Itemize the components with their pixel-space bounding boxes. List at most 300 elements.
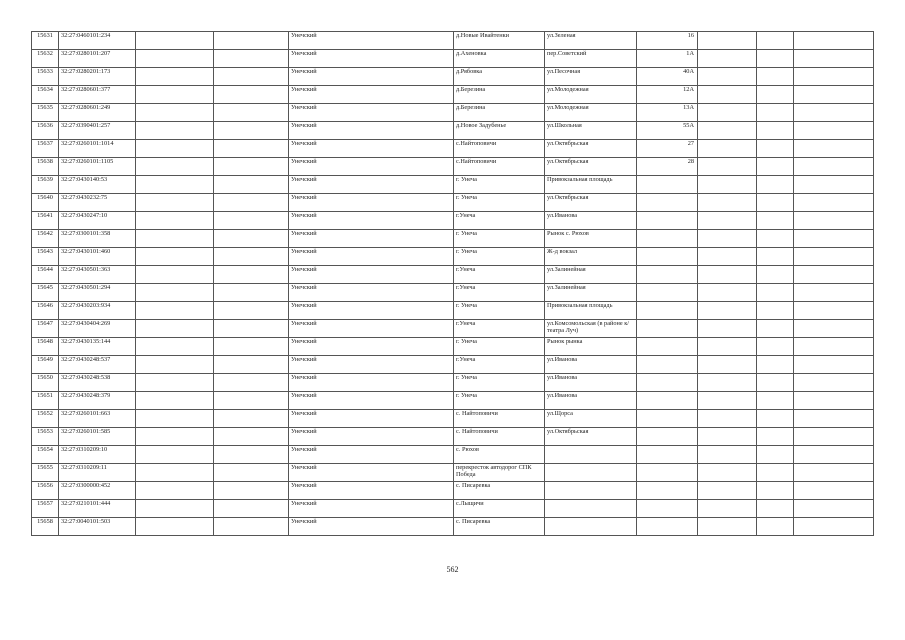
empty-cell bbox=[794, 140, 874, 158]
empty-cell bbox=[136, 374, 214, 392]
district-cell: Унечский bbox=[289, 410, 454, 428]
row-number-cell: 15658 bbox=[32, 518, 59, 536]
cadastral-number-cell: 32:27:0300000:452 bbox=[59, 482, 136, 500]
empty-cell bbox=[757, 140, 794, 158]
empty-cell bbox=[214, 68, 289, 86]
empty-cell bbox=[794, 122, 874, 140]
table-row bbox=[32, 248, 874, 266]
house-number-cell: 13А bbox=[637, 104, 698, 122]
empty-cell bbox=[757, 248, 794, 266]
house-number-cell bbox=[637, 464, 698, 482]
page-number: 562 bbox=[446, 565, 459, 574]
empty-cell bbox=[794, 86, 874, 104]
empty-cell bbox=[136, 338, 214, 356]
empty-cell bbox=[757, 320, 794, 338]
empty-cell bbox=[794, 446, 874, 464]
empty-cell bbox=[794, 248, 874, 266]
empty-cell bbox=[757, 302, 794, 320]
settlement-cell: г. Унеча bbox=[454, 230, 545, 248]
cadastral-number-cell: 32:27:0430101:460 bbox=[59, 248, 136, 266]
empty-cell bbox=[698, 68, 757, 86]
district-cell: Унечский bbox=[289, 428, 454, 446]
house-number-cell bbox=[637, 338, 698, 356]
district-cell: Унечский bbox=[289, 302, 454, 320]
empty-cell bbox=[794, 194, 874, 212]
empty-cell bbox=[794, 158, 874, 176]
house-number-cell bbox=[637, 230, 698, 248]
street-cell: ул.Иванова bbox=[545, 212, 637, 230]
house-number-cell bbox=[637, 500, 698, 518]
district-cell: Унечский bbox=[289, 230, 454, 248]
settlement-cell: г. Унеча bbox=[454, 176, 545, 194]
empty-cell bbox=[214, 482, 289, 500]
cadastral-number-cell: 32:27:0260101:663 bbox=[59, 410, 136, 428]
empty-cell bbox=[136, 248, 214, 266]
cadastral-number-cell: 32:27:0280601:377 bbox=[59, 86, 136, 104]
empty-cell bbox=[698, 356, 757, 374]
cadastral-number-cell: 32:27:0310209:10 bbox=[59, 446, 136, 464]
empty-cell bbox=[794, 428, 874, 446]
empty-cell bbox=[794, 212, 874, 230]
empty-cell bbox=[757, 212, 794, 230]
empty-cell bbox=[214, 320, 289, 338]
street-cell: ул.Молодежная bbox=[545, 104, 637, 122]
district-cell: Унечский bbox=[289, 500, 454, 518]
table-row bbox=[32, 68, 874, 86]
empty-cell bbox=[136, 212, 214, 230]
house-number-cell bbox=[637, 356, 698, 374]
cadastral-number-cell: 32:27:0390401:257 bbox=[59, 122, 136, 140]
house-number-cell bbox=[637, 518, 698, 536]
empty-cell bbox=[794, 392, 874, 410]
empty-cell bbox=[794, 284, 874, 302]
empty-cell bbox=[214, 104, 289, 122]
empty-cell bbox=[136, 86, 214, 104]
empty-cell bbox=[757, 158, 794, 176]
empty-cell bbox=[136, 140, 214, 158]
settlement-cell: г.Унеча bbox=[454, 212, 545, 230]
empty-cell bbox=[757, 176, 794, 194]
empty-cell bbox=[214, 356, 289, 374]
table-row bbox=[32, 212, 874, 230]
empty-cell bbox=[698, 428, 757, 446]
empty-cell bbox=[757, 392, 794, 410]
district-cell: Унечский bbox=[289, 140, 454, 158]
cadastral-number-cell: 32:27:0280201:173 bbox=[59, 68, 136, 86]
empty-cell bbox=[698, 446, 757, 464]
cadastral-number-cell: 32:27:0430135:144 bbox=[59, 338, 136, 356]
empty-cell bbox=[757, 194, 794, 212]
empty-cell bbox=[136, 68, 214, 86]
district-cell: Унечский bbox=[289, 50, 454, 68]
table-row bbox=[32, 32, 874, 50]
settlement-cell: г. Унеча bbox=[454, 374, 545, 392]
empty-cell bbox=[136, 158, 214, 176]
settlement-cell: с. Писаревка bbox=[454, 518, 545, 536]
table-row bbox=[32, 500, 874, 518]
row-number-cell: 15633 bbox=[32, 68, 59, 86]
empty-cell bbox=[698, 104, 757, 122]
empty-cell bbox=[214, 518, 289, 536]
street-cell: пер.Советский bbox=[545, 50, 637, 68]
empty-cell bbox=[136, 446, 214, 464]
empty-cell bbox=[698, 410, 757, 428]
empty-cell bbox=[757, 338, 794, 356]
row-number-cell: 15643 bbox=[32, 248, 59, 266]
empty-cell bbox=[698, 230, 757, 248]
house-number-cell bbox=[637, 266, 698, 284]
empty-cell bbox=[214, 302, 289, 320]
empty-cell bbox=[794, 320, 874, 338]
empty-cell bbox=[136, 284, 214, 302]
empty-cell bbox=[214, 392, 289, 410]
row-number-cell: 15645 bbox=[32, 284, 59, 302]
empty-cell bbox=[757, 446, 794, 464]
row-number-cell: 15644 bbox=[32, 266, 59, 284]
street-cell: ул.Октябрьская bbox=[545, 140, 637, 158]
row-number-cell: 15638 bbox=[32, 158, 59, 176]
empty-cell bbox=[794, 230, 874, 248]
cadastral-number-cell: 32:27:0460101:234 bbox=[59, 32, 136, 50]
district-cell: Унечский bbox=[289, 482, 454, 500]
empty-cell bbox=[794, 302, 874, 320]
street-cell bbox=[545, 518, 637, 536]
row-number-cell: 15631 bbox=[32, 32, 59, 50]
street-cell bbox=[545, 500, 637, 518]
street-cell bbox=[545, 446, 637, 464]
empty-cell bbox=[698, 122, 757, 140]
table-row bbox=[32, 410, 874, 428]
district-cell: Унечский bbox=[289, 464, 454, 482]
empty-cell bbox=[214, 338, 289, 356]
empty-cell bbox=[214, 86, 289, 104]
empty-cell bbox=[698, 50, 757, 68]
house-number-cell bbox=[637, 392, 698, 410]
table-row bbox=[32, 446, 874, 464]
empty-cell bbox=[794, 32, 874, 50]
empty-cell bbox=[698, 248, 757, 266]
empty-cell bbox=[698, 464, 757, 482]
empty-cell bbox=[698, 158, 757, 176]
street-cell: Рынок рынка bbox=[545, 338, 637, 356]
empty-cell bbox=[698, 266, 757, 284]
empty-cell bbox=[136, 194, 214, 212]
district-cell: Унечский bbox=[289, 176, 454, 194]
table-row bbox=[32, 356, 874, 374]
empty-cell bbox=[214, 158, 289, 176]
street-cell: ул.Зеленая bbox=[545, 32, 637, 50]
cadastral-number-cell: 32:27:0210101:444 bbox=[59, 500, 136, 518]
empty-cell bbox=[136, 500, 214, 518]
district-cell: Унечский bbox=[289, 284, 454, 302]
empty-cell bbox=[794, 374, 874, 392]
empty-cell bbox=[698, 32, 757, 50]
empty-cell bbox=[136, 266, 214, 284]
district-cell: Унечский bbox=[289, 158, 454, 176]
table-row bbox=[32, 194, 874, 212]
empty-cell bbox=[794, 50, 874, 68]
table-row bbox=[32, 176, 874, 194]
settlement-cell: д.Березина bbox=[454, 86, 545, 104]
empty-cell bbox=[214, 428, 289, 446]
house-number-cell bbox=[637, 176, 698, 194]
empty-cell bbox=[794, 500, 874, 518]
empty-cell bbox=[136, 482, 214, 500]
row-number-cell: 15632 bbox=[32, 50, 59, 68]
cadastral-number-cell: 32:27:0280101:207 bbox=[59, 50, 136, 68]
street-cell: ул.Октябрьская bbox=[545, 194, 637, 212]
row-number-cell: 15647 bbox=[32, 320, 59, 338]
house-number-cell: 1А bbox=[637, 50, 698, 68]
empty-cell bbox=[136, 428, 214, 446]
table-row bbox=[32, 338, 874, 356]
cadastral-number-cell: 32:27:0430501:363 bbox=[59, 266, 136, 284]
empty-cell bbox=[698, 194, 757, 212]
empty-cell bbox=[698, 500, 757, 518]
district-cell: Унечский bbox=[289, 248, 454, 266]
table-row bbox=[32, 284, 874, 302]
cadastral-number-cell: 32:27:0430248:537 bbox=[59, 356, 136, 374]
row-number-cell: 15642 bbox=[32, 230, 59, 248]
empty-cell bbox=[794, 104, 874, 122]
empty-cell bbox=[757, 86, 794, 104]
house-number-cell bbox=[637, 194, 698, 212]
empty-cell bbox=[136, 32, 214, 50]
empty-cell bbox=[757, 428, 794, 446]
empty-cell bbox=[136, 122, 214, 140]
cadastral-number-cell: 32:27:0300101:358 bbox=[59, 230, 136, 248]
table-row bbox=[32, 374, 874, 392]
house-number-cell bbox=[637, 284, 698, 302]
table-row bbox=[32, 230, 874, 248]
empty-cell bbox=[214, 122, 289, 140]
street-cell: ул.Школьная bbox=[545, 122, 637, 140]
settlement-cell: с.Найтоповичи bbox=[454, 140, 545, 158]
row-number-cell: 15656 bbox=[32, 482, 59, 500]
row-number-cell: 15636 bbox=[32, 122, 59, 140]
house-number-cell bbox=[637, 446, 698, 464]
empty-cell bbox=[698, 482, 757, 500]
house-number-cell bbox=[637, 374, 698, 392]
settlement-cell: перекресток автодорог СПК Победа bbox=[454, 464, 545, 482]
empty-cell bbox=[698, 176, 757, 194]
empty-cell bbox=[136, 302, 214, 320]
empty-cell bbox=[136, 410, 214, 428]
row-number-cell: 15651 bbox=[32, 392, 59, 410]
empty-cell bbox=[136, 356, 214, 374]
settlement-cell: д.Новые Ивайтенки bbox=[454, 32, 545, 50]
empty-cell bbox=[757, 374, 794, 392]
empty-cell bbox=[214, 230, 289, 248]
street-cell: ул.Иванова bbox=[545, 374, 637, 392]
settlement-cell: г. Унеча bbox=[454, 302, 545, 320]
settlement-cell: с.Найтоповичи bbox=[454, 158, 545, 176]
row-number-cell: 15655 bbox=[32, 464, 59, 482]
district-cell: Унечский bbox=[289, 194, 454, 212]
empty-cell bbox=[698, 374, 757, 392]
empty-cell bbox=[794, 356, 874, 374]
table-row bbox=[32, 86, 874, 104]
empty-cell bbox=[757, 500, 794, 518]
settlement-cell: г. Унеча bbox=[454, 248, 545, 266]
cadastral-number-cell: 32:27:0430248:379 bbox=[59, 392, 136, 410]
table-row bbox=[32, 122, 874, 140]
settlement-cell: с. Рюхов bbox=[454, 446, 545, 464]
street-cell: ул.Залинейная bbox=[545, 284, 637, 302]
street-cell: Привокзальная площадь bbox=[545, 176, 637, 194]
district-cell: Унечский bbox=[289, 374, 454, 392]
table-row bbox=[32, 104, 874, 122]
table-row bbox=[32, 428, 874, 446]
settlement-cell: д.Ахеновка bbox=[454, 50, 545, 68]
cadastral-number-cell: 32:27:0430140:53 bbox=[59, 176, 136, 194]
house-number-cell bbox=[637, 410, 698, 428]
empty-cell bbox=[757, 266, 794, 284]
empty-cell bbox=[136, 392, 214, 410]
empty-cell bbox=[794, 338, 874, 356]
district-cell: Унечский bbox=[289, 356, 454, 374]
empty-cell bbox=[698, 212, 757, 230]
cadastral-number-cell: 32:27:0430232:75 bbox=[59, 194, 136, 212]
cadastral-number-cell: 32:27:0260101:1014 bbox=[59, 140, 136, 158]
house-number-cell: 12А bbox=[637, 86, 698, 104]
district-cell: Унечский bbox=[289, 212, 454, 230]
settlement-cell: г.Унеча bbox=[454, 284, 545, 302]
street-cell: ул.Октябрьская bbox=[545, 158, 637, 176]
settlement-cell: г.Унеча bbox=[454, 320, 545, 338]
empty-cell bbox=[214, 32, 289, 50]
district-cell: Унечский bbox=[289, 32, 454, 50]
empty-cell bbox=[214, 50, 289, 68]
district-cell: Унечский bbox=[289, 104, 454, 122]
empty-cell bbox=[214, 266, 289, 284]
empty-cell bbox=[794, 176, 874, 194]
table-row bbox=[32, 50, 874, 68]
empty-cell bbox=[757, 104, 794, 122]
district-cell: Унечский bbox=[289, 86, 454, 104]
street-cell: Ж-д вокзал bbox=[545, 248, 637, 266]
street-cell: ул.Щорса bbox=[545, 410, 637, 428]
table-row bbox=[32, 464, 874, 482]
empty-cell bbox=[136, 104, 214, 122]
cadastral-number-cell: 32:27:0260101:585 bbox=[59, 428, 136, 446]
empty-cell bbox=[136, 176, 214, 194]
cadastral-number-cell: 32:27:0310209:11 bbox=[59, 464, 136, 482]
house-number-cell: 28 bbox=[637, 158, 698, 176]
settlement-cell: с. Писаревка bbox=[454, 482, 545, 500]
table-row bbox=[32, 518, 874, 536]
table-row bbox=[32, 320, 874, 338]
table-row bbox=[32, 266, 874, 284]
street-cell: ул.Октябрьская bbox=[545, 428, 637, 446]
cadastral-number-cell: 32:27:0040101:503 bbox=[59, 518, 136, 536]
empty-cell bbox=[794, 482, 874, 500]
empty-cell bbox=[214, 446, 289, 464]
cadastral-number-cell: 32:27:0430404:269 bbox=[59, 320, 136, 338]
empty-cell bbox=[698, 86, 757, 104]
row-number-cell: 15634 bbox=[32, 86, 59, 104]
table-row bbox=[32, 158, 874, 176]
cadastral-number-cell: 32:27:0430501:294 bbox=[59, 284, 136, 302]
table-row bbox=[32, 482, 874, 500]
empty-cell bbox=[214, 374, 289, 392]
settlement-cell: г.Унеча bbox=[454, 356, 545, 374]
empty-cell bbox=[136, 320, 214, 338]
settlement-cell: д.Новое Задубенье bbox=[454, 122, 545, 140]
empty-cell bbox=[136, 50, 214, 68]
empty-cell bbox=[757, 464, 794, 482]
house-number-cell bbox=[637, 248, 698, 266]
house-number-cell bbox=[637, 320, 698, 338]
street-cell: ул.Иванова bbox=[545, 356, 637, 374]
empty-cell bbox=[794, 266, 874, 284]
empty-cell bbox=[757, 518, 794, 536]
empty-cell bbox=[698, 302, 757, 320]
settlement-cell: г. Унеча bbox=[454, 194, 545, 212]
empty-cell bbox=[214, 176, 289, 194]
street-cell: Привокзальная площадь bbox=[545, 302, 637, 320]
table-row bbox=[32, 392, 874, 410]
street-cell: ул.Залинейная bbox=[545, 266, 637, 284]
empty-cell bbox=[698, 392, 757, 410]
empty-cell bbox=[794, 518, 874, 536]
cadastral-number-cell: 32:27:0260101:1105 bbox=[59, 158, 136, 176]
district-cell: Унечский bbox=[289, 518, 454, 536]
district-cell: Унечский bbox=[289, 392, 454, 410]
row-number-cell: 15649 bbox=[32, 356, 59, 374]
empty-cell bbox=[794, 410, 874, 428]
settlement-cell: д.Рябовка bbox=[454, 68, 545, 86]
table-row bbox=[32, 302, 874, 320]
empty-cell bbox=[757, 230, 794, 248]
house-number-cell bbox=[637, 212, 698, 230]
district-cell: Унечский bbox=[289, 446, 454, 464]
district-cell: Унечский bbox=[289, 266, 454, 284]
empty-cell bbox=[214, 140, 289, 158]
empty-cell bbox=[757, 284, 794, 302]
settlement-cell: д.Березина bbox=[454, 104, 545, 122]
house-number-cell bbox=[637, 428, 698, 446]
empty-cell bbox=[136, 464, 214, 482]
house-number-cell: 27 bbox=[637, 140, 698, 158]
empty-cell bbox=[698, 140, 757, 158]
street-cell: ул.Молодежная bbox=[545, 86, 637, 104]
empty-cell bbox=[698, 338, 757, 356]
row-number-cell: 15652 bbox=[32, 410, 59, 428]
cadastral-number-cell: 32:27:0430247:10 bbox=[59, 212, 136, 230]
settlement-cell: с. Найтоповичи bbox=[454, 428, 545, 446]
empty-cell bbox=[136, 230, 214, 248]
row-number-cell: 15640 bbox=[32, 194, 59, 212]
row-number-cell: 15646 bbox=[32, 302, 59, 320]
empty-cell bbox=[757, 482, 794, 500]
row-number-cell: 15657 bbox=[32, 500, 59, 518]
empty-cell bbox=[698, 284, 757, 302]
empty-cell bbox=[698, 518, 757, 536]
settlement-cell: с.Лыщичи bbox=[454, 500, 545, 518]
empty-cell bbox=[214, 248, 289, 266]
empty-cell bbox=[757, 122, 794, 140]
settlement-cell: г.Унеча bbox=[454, 266, 545, 284]
empty-cell bbox=[214, 194, 289, 212]
street-cell: ул.Комсомольская (в районе к/театра Луч) bbox=[545, 320, 637, 338]
district-cell: Унечский bbox=[289, 68, 454, 86]
empty-cell bbox=[757, 32, 794, 50]
district-cell: Унечский bbox=[289, 320, 454, 338]
street-cell: ул.Песочная bbox=[545, 68, 637, 86]
row-number-cell: 15650 bbox=[32, 374, 59, 392]
empty-cell bbox=[136, 518, 214, 536]
